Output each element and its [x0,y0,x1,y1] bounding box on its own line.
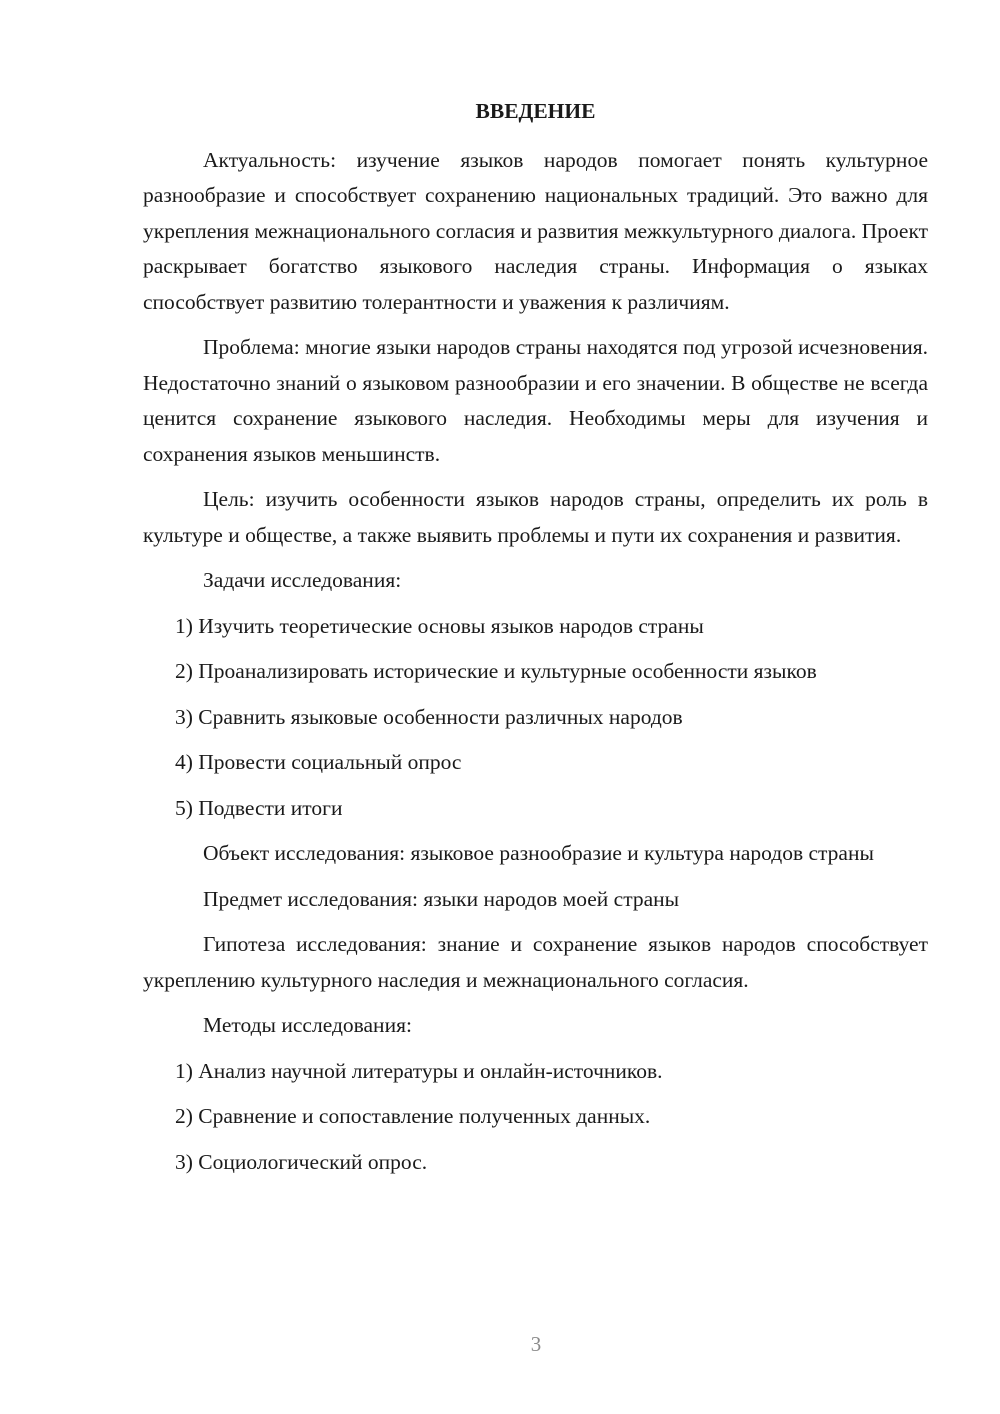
task-item-5: 5) Подвести итоги [175,795,343,820]
object-paragraph: Объект исследования: языковое разнообразие и культура народов страны [203,841,874,865]
method-item-2: 2) Сравнение и сопоставление полученных данных. [175,1104,651,1128]
task-item-3: 3) Сравнить языковые особенности различных народов [175,704,683,729]
page-number: 3 [530,1332,542,1356]
task-item-2: 2) Проанализировать исторические и культурные особенности языков [175,659,817,683]
subject-paragraph: Предмет исследования: языки народов моей страны [203,886,680,911]
task-item-1: 1) Изучить теоретические основы языков народов страны [175,613,704,638]
goal-paragraph: Цель: изучить особенности языков народов страны, определить их роль в культуре и обществе, а также выявить проблемы и пути их сохранения и развития. [143,487,928,547]
method-item-1: 1) Анализ научной литературы и онлайн-источников. [175,1058,663,1083]
page-content [143,94,928,1190]
task-item-4: 4) Провести социальный опрос [175,750,462,774]
relevance-paragraph: Актуальность: изучение языков народов помогает понять культурное разнообразие и способствует сохранению национальных традиций. Это важно для укрепления межнационального согласия и развития межкультурного диалога. Проект раскрывает богатство языкового наследия страны. Информация о языках способствует развитию толерантности и уважения к различиям. [143,147,928,314]
methods-heading: Методы исследования: [203,1013,412,1037]
hypothesis-paragraph: Гипотеза исследования: знание и сохранение языков народов способствует укреплению культурного наследия и межнационального согласия. [143,932,928,992]
problem-paragraph: Проблема: многие языки народов страны находятся под угрозой исчезновения. Недостаточно знаний о языковом разнообразии и его значении. В обществе не всегда ценится сохранение языкового наследия. Необходимы меры для изучения и сохранения языков меньшинств. [143,335,928,466]
method-item-3: 3) Социологический опрос. [175,1149,428,1174]
tasks-heading: Задачи исследования: [203,568,402,592]
page-title: ВВЕДЕНИЕ [475,99,596,123]
